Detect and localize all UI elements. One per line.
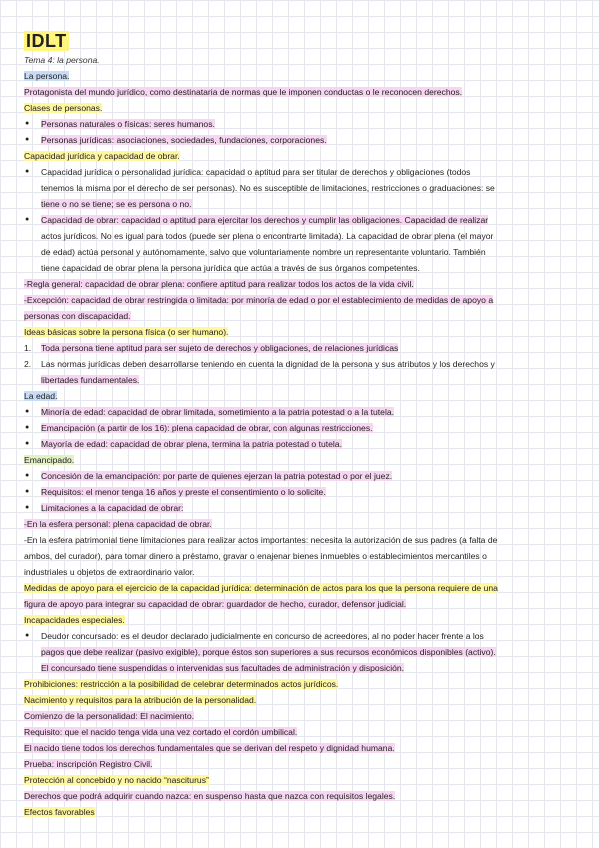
bullet-item: ● Capacidad de obrar: capacidad o aptitud para ejercitar los derechos y cumplir las obligaciones. Capacidad de realizar (24, 212, 581, 228)
text-line: Prueba: inscripción Registro Civil. (24, 759, 153, 769)
heading-nacimiento: Nacimiento y requisitos para la atribución de la personalidad. (24, 695, 257, 705)
text-line: Requisito: que el nacido tenga vida una vez cortado el cordón umbilical. (24, 727, 298, 737)
text-line: personas con discapacidad. (24, 311, 131, 321)
text-line: -En la esfera personal: plena capacidad de obrar. (24, 519, 212, 529)
page-title: IDLT (26, 31, 67, 51)
item-number: 2. (24, 359, 32, 369)
text-line: Comienzo de la personalidad: El nacimiento. (24, 711, 195, 721)
topic-subtitle: Tema 4: la persona. (24, 55, 100, 65)
bullet-item: ● Concesión de la emancipación: por parte de quienes ejerzan la patria potestad o por el juez. (24, 468, 581, 484)
text-line: El nacido tiene todos los derechos fundamentales que se derivan del respeto y dignidad humana. (24, 743, 395, 753)
text-line: El concursado tiene suspendidas o intervenidas sus facultades de administración y disposición. (41, 663, 405, 673)
bullet-item: ● Deudor concursado: es el deudor declarado judicialmente en concurso de acreedores, al no poder hacer frente a los (24, 628, 581, 644)
text-line: tiene o no se tiene; se es persona o no. (41, 199, 192, 209)
numbered-item: 2. Las normas jurídicas deben desarrollarse teniendo en cuenta la dignidad de la persona y sus atributos y los derechos y (24, 356, 581, 372)
bullet-item: ● Personas naturales o físicas: seres humanos. (24, 116, 581, 132)
bullet-item: ● Capacidad jurídica o personalidad jurídica: capacidad o aptitud para ser titular de derechos y obligaciones (todos (24, 164, 581, 180)
heading-la-edad: La edad. (24, 391, 58, 401)
bullet-item: ● Minoría de edad: capacidad de obrar limitada, sometimiento a la patria potestad o a la tutela. (24, 404, 581, 420)
text-line: tenemos la misma por el derecho de ser personas). No es susceptible de limitaciones, restricciones o graduaciones: se (41, 183, 495, 193)
bullet-item: ● Mayoría de edad: capacidad de obrar plena, termina la patria potestad o tutela. (24, 436, 581, 452)
text-line: Protagonista del mundo jurídico, como destinataria de normas que le imponen conductas o le reconocen derechos. (24, 87, 463, 97)
bullet-item: ● Limitaciones a la capacidad de obrar: (24, 500, 581, 516)
heading-clases-personas: Clases de personas. (24, 103, 103, 113)
bullet-item: ● Requisitos: el menor tenga 16 años y preste el consentimiento o lo solicite. (24, 484, 581, 500)
text-line: -Regla general: capacidad de obrar plena: confiere aptitud para realizar todos los actos de la vida civil. (24, 279, 414, 289)
heading-proteccion-concebido: Protección al concebido y no nacido “nasciturus” (24, 775, 209, 785)
heading-capacidad: Capacidad jurídica y capacidad de obrar. (24, 151, 180, 161)
heading-efectos-favorables: Efectos favorables (24, 807, 95, 817)
heading-prohibiciones: Prohibiciones: restricción a la posibilidad de celebrar determinados actos jurídicos. (24, 679, 339, 689)
text-line: -En la esfera patrimonial tiene limitaciones para realizar actos importantes: necesita la autorización de sus padres (a falta de (24, 535, 498, 545)
item-number: 1. (24, 343, 32, 353)
bullet-item: ● Emancipación (a partir de los 16): plena capacidad de obrar, con algunas restricciones. (24, 420, 581, 436)
heading-medidas-apoyo: Medidas de apoyo para el ejercicio de la capacidad jurídica: determinación de actos para los que la persona requiere de una (24, 583, 498, 593)
text-line: actos jurídicos. No es igual para todos (puede ser plena o encontrarte limitada). La capacidad de obrar plena (el mayor (41, 231, 494, 241)
text-line: libertades fundamentales. (41, 375, 140, 385)
heading-la-persona: La persona. (24, 71, 70, 81)
text-line: pagos que debe realizar (pasivo exigible), porque éstos son superiores a sus recursos económicos disponibles (activo). (41, 647, 496, 657)
text-line: Derechos que podrá adquirir cuando nazca: en suspenso hasta que nazca con requisitos legales. (24, 791, 396, 801)
text-line: tiene capacidad de obrar plena la persona jurídica que actúa a través de sus órganos competentes. (41, 263, 420, 273)
numbered-item: 1. Toda persona tiene aptitud para ser sujeto de derechos y obligaciones, de relaciones jurídicas (24, 340, 581, 356)
heading-emancipado: Emancipado. (24, 455, 75, 465)
text-line: ambos, del curador), para tomar dinero a préstamo, gravar o enajenar bienes inmuebles o establecimientos mercantiles o (24, 551, 487, 561)
heading-incapacidades: Incapacidades especiales. (24, 615, 125, 625)
text-line: de edad) actúa personal y autónomamente, salvo que voluntariamente nombre un representante voluntario. También (41, 247, 486, 257)
heading-ideas-basicas: Ideas básicas sobre la persona física (o ser humano). (24, 327, 229, 337)
text-line: -Excepción: capacidad de obrar restringida o limitada: por minoría de edad o por el establecimiento de medidas de apoyo a (24, 295, 494, 305)
bullet-item: ● Personas jurídicas: asociaciones, sociedades, fundaciones, corporaciones. (24, 132, 581, 148)
text-line: industriales u objetos de extraordinario valor. (24, 567, 195, 577)
text-line: figura de apoyo para integrar su capacidad de obrar: guardador de hecho, curador, defensor judicial. (24, 599, 407, 609)
